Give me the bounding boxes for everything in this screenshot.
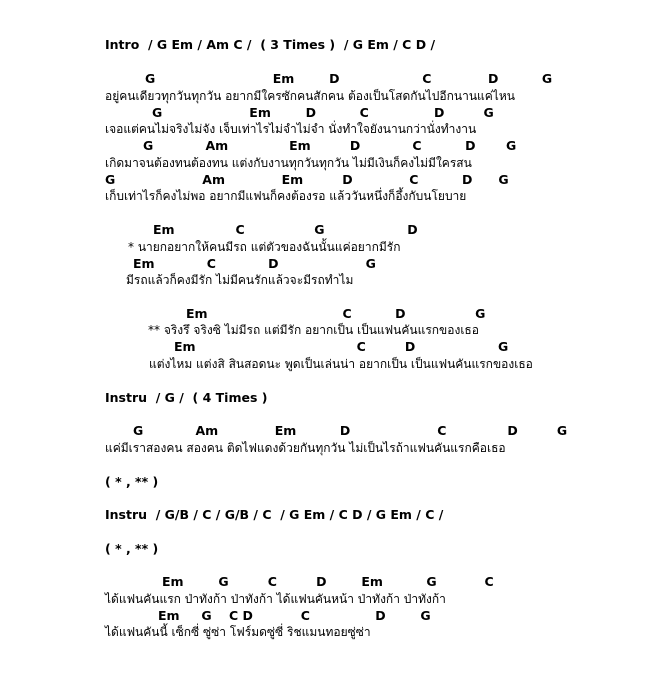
lyric-line: แต่งไหม แต่งสิ สินสอดนะ พูดเป็นเล่นน่า อยากเป็น เป็นแฟนคันแรกของเธอ xyxy=(149,357,533,371)
lyric-line: เกิดมาจนต้องทนต้องทน แต่งกับงานทุกวันทุกวัน ไม่มีเงินก็คงไม่มีใครสน xyxy=(105,156,472,170)
lyric-line: เก็บเท่าไรก็คงไม่พอ อยากมีแฟนก็คงต้องรอ แล้ววันหนึ่งก็อึ้งกับนโยบาย xyxy=(105,189,467,203)
chord-line: Em G C D C D G xyxy=(158,608,431,623)
instrumental-line: Instru / G / ( 4 Times ) xyxy=(105,390,268,405)
chord-line: G Am Em D C D G xyxy=(133,423,568,438)
lyric-line: แค่มีเราสองคน สองคน ติดไฟแดงด้วยกันทุกวัน ไม่เป็นไรถ้าแฟนคันแรกคือเธอ xyxy=(105,441,506,455)
lyric-line: อยู่คนเดียวทุกวันทุกวัน อยากมีใครซักคนสักคน ต้องเป็นโสดกันไปอีกนานแค่ไหน xyxy=(105,89,515,103)
lyric-line: * นายกอยากให้คนมีรถ แต่ตัวของฉันนั้นแค่อยากมีรัก xyxy=(128,240,401,254)
instrumental-line: Instru / G/B / C / G/B / C / G Em / C D / G Em / C / xyxy=(105,507,444,522)
chord-line: Em C G D xyxy=(153,222,418,237)
repeat-marker: ( * , ** ) xyxy=(105,474,159,489)
chord-line: Em C D G xyxy=(186,306,486,321)
chord-line: G Am Em D C D G xyxy=(143,138,517,153)
chord-line: G Am Em D C D G xyxy=(105,172,509,187)
chord-line: G Em D C D G xyxy=(145,71,553,86)
lyric-line: ได้แฟนคันนี้ เซ็กซี่ ซู่ซ่า โฟร์มดซู่ซี่ ริชแมนทอยซู่ซ่า xyxy=(105,625,371,639)
lyric-line: มีรถแล้วก็คงมีรัก ไม่มีคนรักแล้วจะมีรถทำไม xyxy=(126,273,354,287)
chord-line: G Em D C D G xyxy=(152,105,494,120)
intro-line: Intro / G Em / Am C / ( 3 Times ) / G Em / C D / xyxy=(105,37,436,52)
chord-line: Em G C D Em G C xyxy=(162,574,494,589)
chord-line: Em C D G xyxy=(174,339,509,354)
lyric-line: ได้แฟนคันแรก ป่าทังก้า ป่าทังก้า ได้แฟนคันหน้า ป่าทังก้า ป่าทังก้า xyxy=(105,592,446,606)
lyric-line: เจอแต่คนไม่จริงไม่จัง เจ็บเท่าไรไม่จำไม่จำ นั่งทำใจยังนานกว่านั่งทำงาน xyxy=(105,122,477,136)
repeat-marker: ( * , ** ) xyxy=(105,541,159,556)
chord-line: Em C D G xyxy=(133,256,376,271)
lyric-line: ** จริงรึ จริงซิ ไม่มีรถ แต่มีรัก อยากเป็น เป็นแฟนคันแรกของเธอ xyxy=(148,323,479,337)
